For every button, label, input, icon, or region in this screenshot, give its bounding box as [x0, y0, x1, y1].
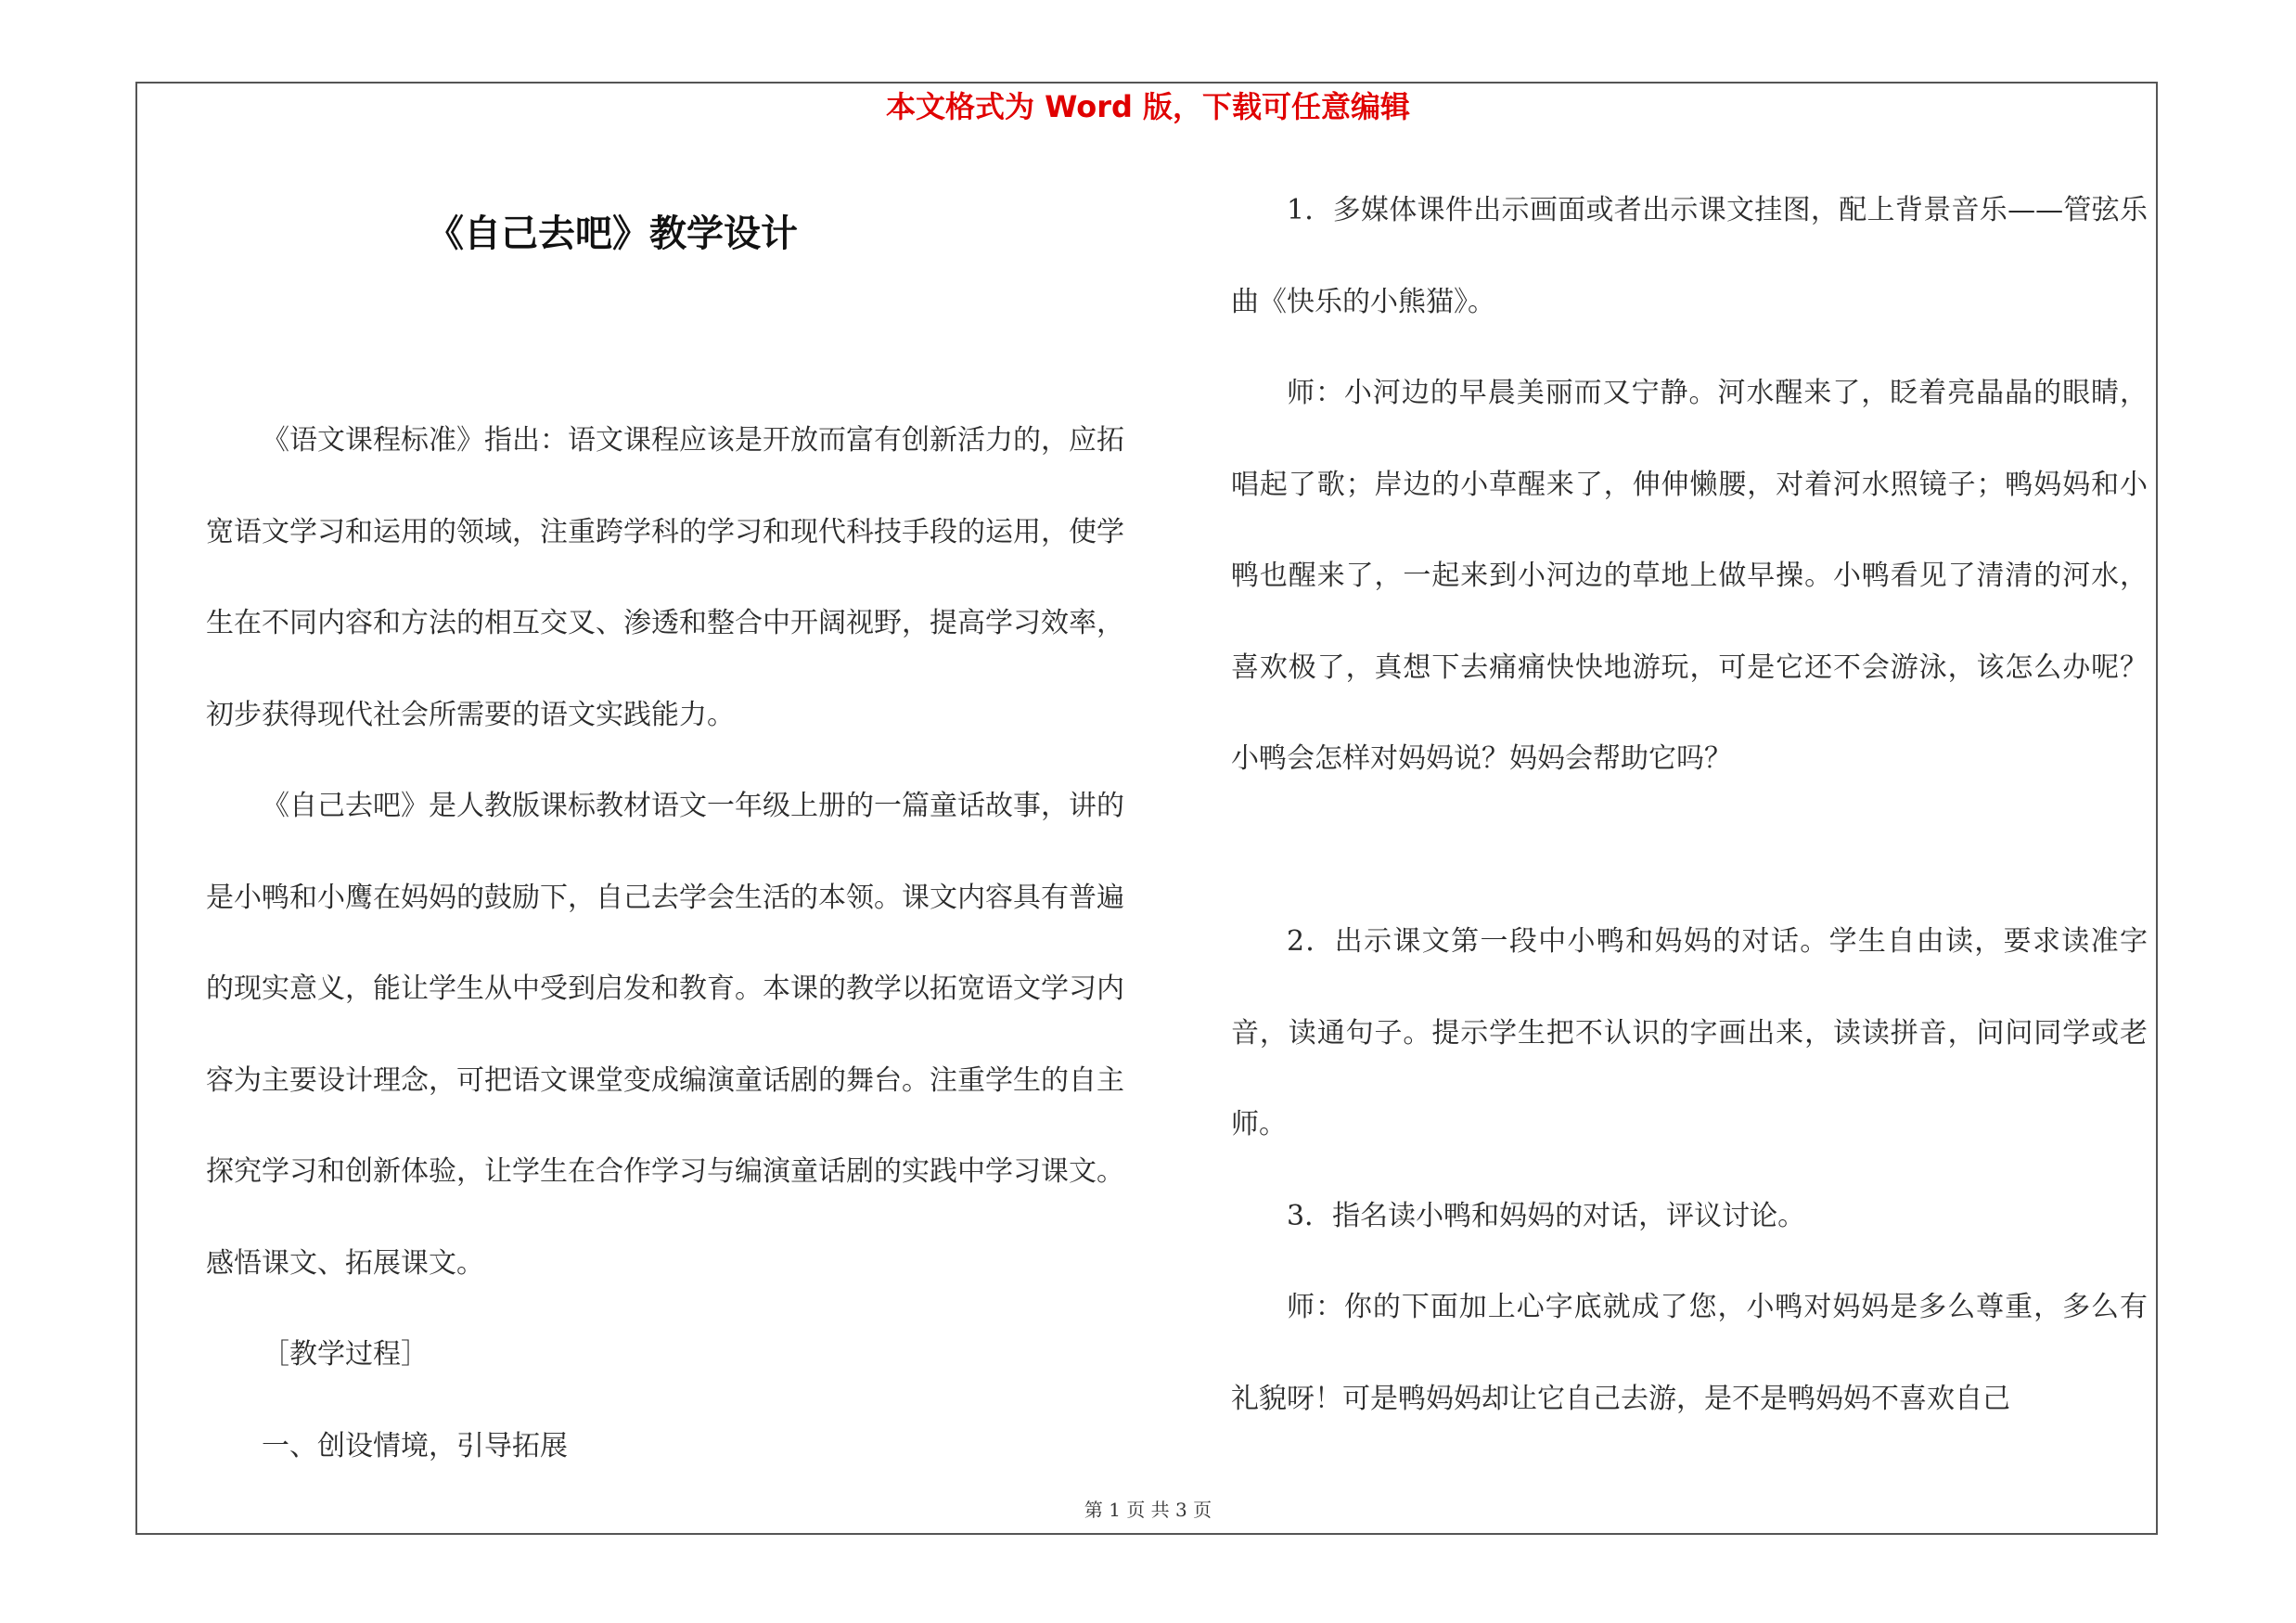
right-column [1231, 165, 2148, 1445]
left-column [206, 395, 1124, 1492]
paragraph-gap [1231, 805, 2148, 897]
section-heading-teaching-process: ［教学过程］ [262, 1338, 429, 1371]
document-title: 《自己去吧》教学设计 [427, 213, 798, 255]
paragraph-lesson-overview: 《自己去吧》是人教版课标教材语文一年级上册的一篇童话故事，讲的是小鸭和小鹰在妈妈的鼓励下，自己去学会生活的本领。课文内容具有普遍的现实意义，能让学生从中受到启发和教育。本课的教学以拓宽语文学习内容为主要设计理念，可把语文课堂变成编演童话剧的舞台。注重学生的自主探究学习和创新体验，让学生在合作学习与编演童话剧的实践中学习课文。感悟课文、拓展课文。 [206, 790, 1124, 1280]
page-number-footer: 第 1 页 共 3 页 [1084, 1499, 1212, 1521]
paragraph-teacher-intro: 师：小河边的早晨美丽而又宁静。河水醒来了，眨着亮晶晶的眼睛，唱起了歌；岸边的小草醒来了，伸伸懒腰，对着河水照镜子；鸭妈妈和小鸭也醒来了，一起来到小河边的草地上做早操。小鸭看见了清清的河水，喜欢极了，真想下去痛痛快快地游玩，可是它还不会游泳，该怎么办呢？小鸭会怎样对妈妈说？妈妈会帮助它吗？ [1231, 377, 2148, 775]
paragraph-step-3-discussion: 3．指名读小鸭和妈妈的对话，评议讨论。 [1287, 1199, 1806, 1232]
paragraph-step-1-multimedia: 1．多媒体课件出示画面或者出示课文挂图，配上背景音乐——管弦乐曲《快乐的小熊猫》。 [1231, 194, 2148, 318]
paragraph-step-2-dialogue: 2．出示课文第一段中小鸭和妈妈的对话。学生自由读，要求读准字音，读通句子。提示学生把不认识的字画出来，读读拼音，问问同学或老师。 [1231, 925, 2148, 1140]
paragraph-teacher-comment: 师：你的下面加上心字底就成了您，小鸭对妈妈是多么尊重，多么有礼貌呀！可是鸭妈妈却让它自己去游，是不是鸭妈妈不喜欢自己 [1231, 1291, 2148, 1415]
section-heading-step-one: 一、创设情境，引导拓展 [262, 1429, 568, 1462]
paragraph-curriculum-standard: 《语文课程标准》指出：语文课程应该是开放而富有创新活力的，应拓宽语文学习和运用的领域，注重跨学科的学习和现代科技手段的运用，使学生在不同内容和方法的相互交叉、渗透和整合中开阔视野，提高学习效率，初步获得现代社会所需要的语文实践能力。 [206, 424, 1124, 731]
format-banner: 本文格式为 Word 版，下载可任意编辑 [885, 89, 1411, 124]
